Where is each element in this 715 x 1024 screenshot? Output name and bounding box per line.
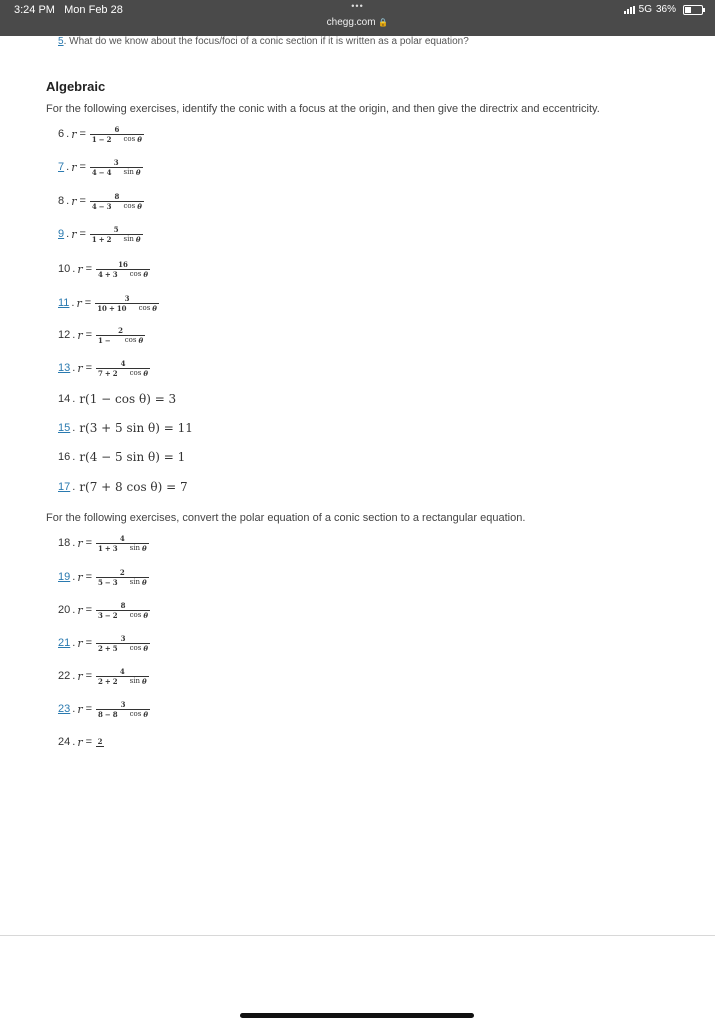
denominator bbox=[96, 746, 104, 747]
exercise-number: 22 bbox=[58, 670, 71, 682]
denominator: 2 + 5 cos θ bbox=[98, 643, 149, 653]
denominator: 4 + 3 cos θ bbox=[98, 269, 149, 279]
exercise-16: 16 . r(4 − 5 sin θ) = 1 bbox=[58, 450, 186, 464]
exercise-10: 10 . r = 16 4 + 3 cos θ bbox=[58, 259, 149, 279]
denominator: 1 + 2 sin θ bbox=[91, 234, 141, 244]
intro-text-1: For the following exercises, identify the conic with a focus at the origin, and then give the directrix and eccentricity. bbox=[46, 103, 600, 115]
equation: r(7 + 8 cos θ) = 7 bbox=[79, 480, 188, 494]
status-indicators bbox=[624, 4, 703, 15]
exercise-8: 8 . r = 8 4 − 3 cos θ bbox=[58, 191, 142, 211]
exercise-number: 16 bbox=[58, 451, 71, 463]
denominator: 5 − 3 sin θ bbox=[98, 577, 147, 587]
exercise-number[interactable]: 17 bbox=[58, 481, 71, 493]
exercise-number[interactable]: 19 bbox=[58, 571, 71, 583]
exercise-number: 6 bbox=[58, 128, 65, 140]
exercise-14: 14 . r(1 − cos θ) = 3 bbox=[58, 392, 177, 406]
numerator: 3 bbox=[120, 699, 126, 709]
fraction bbox=[96, 700, 150, 719]
numerator: 5 bbox=[113, 224, 119, 234]
numerator: 8 bbox=[114, 191, 120, 201]
fraction bbox=[96, 667, 149, 686]
battery-icon bbox=[683, 5, 703, 15]
exercise-18: 18 . r = 4 1 + 3 sin θ bbox=[58, 533, 147, 553]
numerator: 4 bbox=[119, 533, 125, 543]
fraction bbox=[96, 359, 150, 378]
numerator: 16 bbox=[118, 259, 128, 269]
equation: r(1 − cos θ) = 3 bbox=[79, 392, 177, 406]
fraction bbox=[90, 192, 144, 211]
intro-text-2: For the following exercises, convert the polar equation of a conic section to a rectangular equation. bbox=[46, 512, 526, 524]
fraction bbox=[96, 601, 150, 620]
exercise-number[interactable]: 13 bbox=[58, 362, 71, 374]
more-dots-icon[interactable]: ••• bbox=[351, 1, 364, 11]
fraction bbox=[96, 634, 150, 653]
denominator: 7 + 2 cos θ bbox=[98, 368, 149, 378]
exercise-15: 15 . r(3 + 5 sin θ) = 11 bbox=[58, 421, 193, 435]
denominator: 2 + 2 sin θ bbox=[98, 676, 147, 686]
fraction bbox=[96, 568, 149, 587]
numerator: 8 bbox=[120, 600, 126, 610]
exercise-21: 21 . r = 3 2 + 5 cos θ bbox=[58, 633, 149, 653]
exercise-12: 12 . r = 2 1 − cos θ bbox=[58, 325, 144, 345]
numerator: 4 bbox=[119, 666, 125, 676]
status-time-date: 3:24 PM Mon Feb 28 bbox=[14, 4, 123, 16]
exercise-number[interactable]: 7 bbox=[58, 161, 65, 173]
numerator: 3 bbox=[120, 633, 126, 643]
fraction bbox=[95, 294, 159, 313]
exercise-20: 20 . r = 8 3 − 2 cos θ bbox=[58, 600, 149, 620]
section-heading: Algebraic bbox=[46, 79, 106, 94]
previous-question: 5. What do we know about the focus/foci of a conic section if it is written as a polar equation? bbox=[58, 36, 469, 47]
exercise-6: 6 . r = 6 1 − 2 cos θ bbox=[58, 124, 142, 144]
equation: r(4 − 5 sin θ) = 1 bbox=[79, 450, 186, 464]
exercise-24: 24 . r = 2 bbox=[58, 735, 103, 749]
exercise-number[interactable]: 15 bbox=[58, 422, 71, 434]
denominator: 1 − 2 cos θ bbox=[91, 134, 142, 144]
fraction bbox=[96, 534, 149, 553]
exercise-9: 9 . r = 5 1 + 2 sin θ bbox=[58, 224, 141, 244]
denominator: 1 − cos θ bbox=[98, 335, 144, 345]
exercise-number: 24 bbox=[58, 736, 71, 748]
denominator: 10 + 10 cos θ bbox=[97, 303, 157, 313]
fraction bbox=[96, 260, 150, 279]
numerator: 4 bbox=[120, 358, 126, 368]
numerator: 3 bbox=[124, 293, 130, 303]
fraction bbox=[90, 158, 143, 177]
url-text: chegg.com bbox=[326, 17, 376, 28]
home-indicator[interactable] bbox=[240, 1013, 474, 1018]
exercise-23: 23 . r = 3 8 − 8 cos θ bbox=[58, 699, 149, 719]
exercise-number: 8 bbox=[58, 195, 65, 207]
fraction bbox=[90, 125, 144, 144]
numerator: 2 bbox=[119, 567, 125, 577]
exercise-number[interactable]: 11 bbox=[58, 297, 70, 309]
status-bar bbox=[0, 0, 715, 36]
fraction bbox=[96, 326, 145, 345]
numerator: 6 bbox=[114, 124, 120, 134]
question-link-5[interactable]: 5 bbox=[58, 36, 64, 47]
exercise-19: 19 . r = 2 5 − 3 sin θ bbox=[58, 567, 147, 587]
previous-question-text: What do we know about the focus/foci of a conic section if it is written as a polar equation? bbox=[69, 36, 469, 47]
denominator: 1 + 3 sin θ bbox=[98, 543, 147, 553]
exercise-13: 13 . r = 4 7 + 2 cos θ bbox=[58, 358, 149, 378]
exercise-17: 17 . r(7 + 8 cos θ) = 7 bbox=[58, 480, 188, 494]
exercise-number: 14 bbox=[58, 393, 71, 405]
numerator: 2 bbox=[97, 737, 103, 746]
network-label: 5G bbox=[638, 4, 652, 15]
exercise-number: 10 bbox=[58, 263, 71, 275]
fraction bbox=[90, 225, 143, 244]
exercise-22: 22 . r = 4 2 + 2 sin θ bbox=[58, 666, 147, 686]
denominator: 4 − 3 cos θ bbox=[91, 201, 142, 211]
exercise-number: 20 bbox=[58, 604, 71, 616]
address-bar[interactable] bbox=[0, 17, 715, 28]
exercise-7: 7 . r = 3 4 − 4 sin θ bbox=[58, 157, 141, 177]
exercise-number: 18 bbox=[58, 537, 71, 549]
numerator: 2 bbox=[118, 325, 124, 335]
exercise-number[interactable]: 9 bbox=[58, 228, 65, 240]
fraction bbox=[96, 737, 104, 747]
exercise-11: 11 . r = 3 10 + 10 cos θ bbox=[58, 293, 157, 313]
exercise-number[interactable]: 21 bbox=[58, 637, 71, 649]
battery-percent: 36% bbox=[655, 4, 676, 15]
lock-icon: 🔒 bbox=[378, 18, 389, 27]
signal-icon bbox=[624, 6, 635, 14]
divider bbox=[0, 935, 715, 936]
equation: r(3 + 5 sin θ) = 11 bbox=[79, 421, 193, 435]
denominator: 8 − 8 cos θ bbox=[98, 709, 149, 719]
denominator: 4 − 4 sin θ bbox=[91, 167, 141, 177]
exercise-number[interactable]: 23 bbox=[58, 703, 71, 715]
denominator: 3 − 2 cos θ bbox=[98, 610, 149, 620]
numerator: 3 bbox=[113, 157, 119, 167]
exercise-number: 12 bbox=[58, 329, 71, 341]
